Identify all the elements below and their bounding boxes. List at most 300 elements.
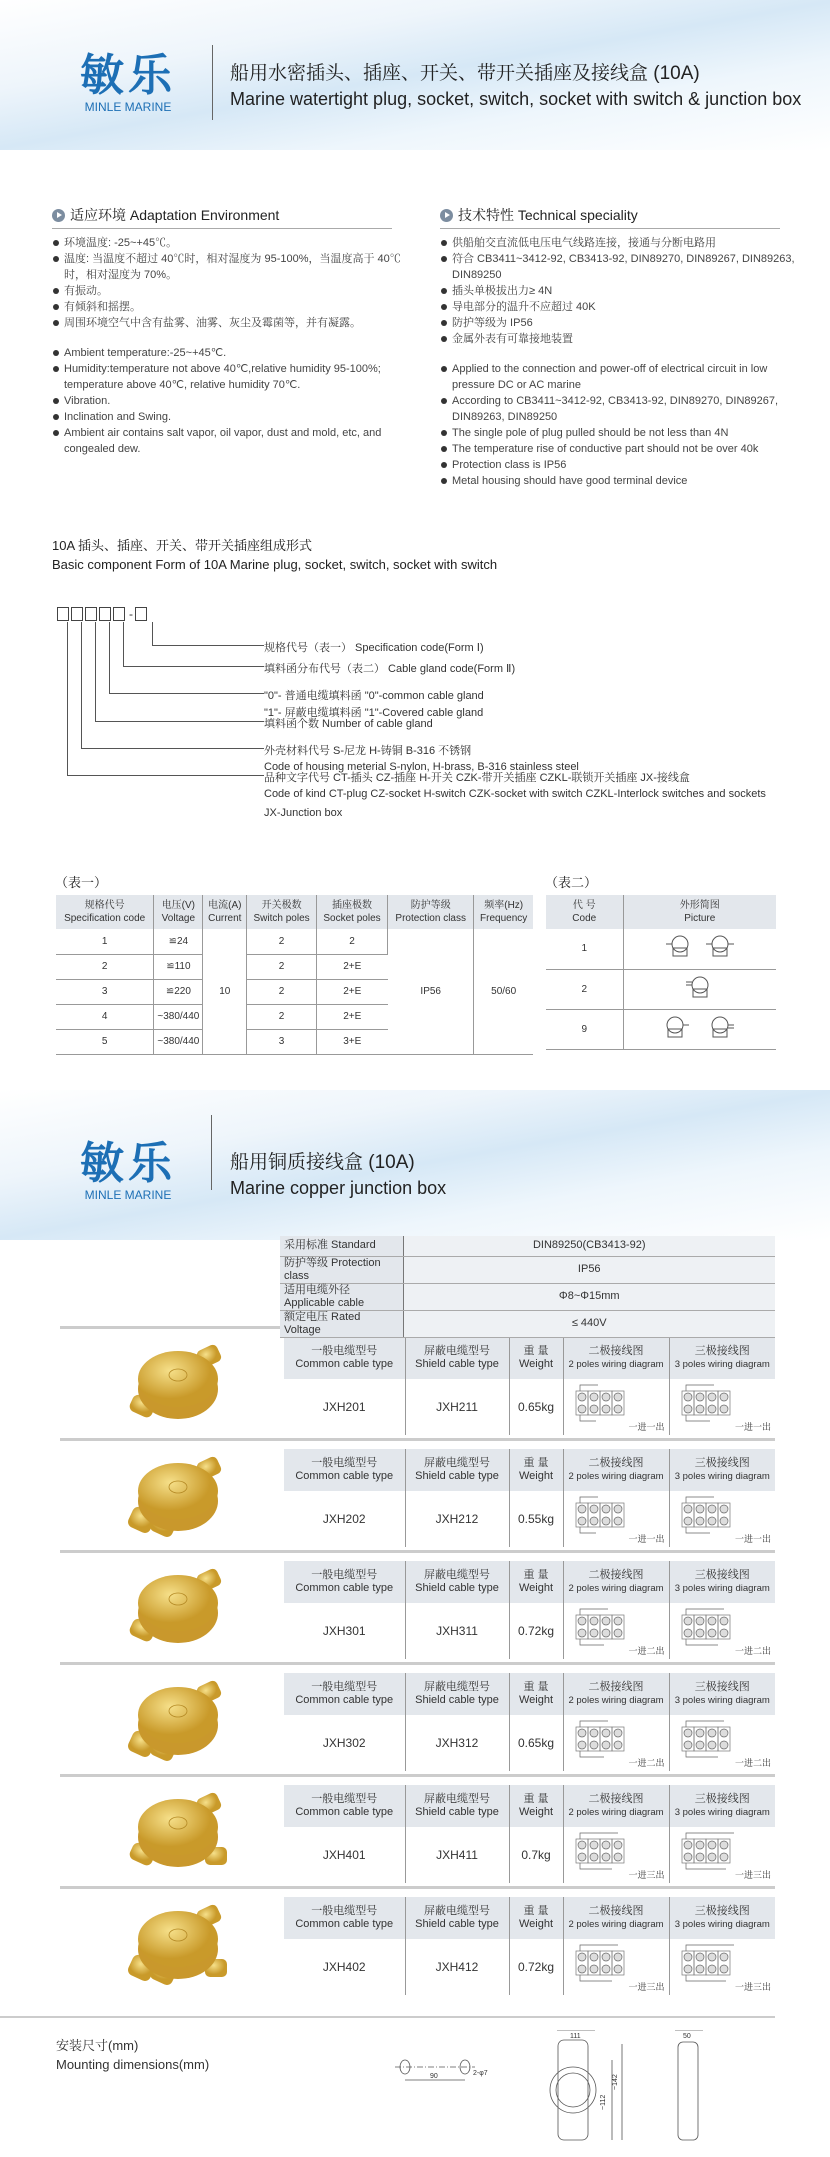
form-title [52,536,497,574]
header-cn: 一般电缆型号 [311,1793,378,1805]
wiring-diagram-icon [674,1495,744,1539]
column-header [509,1337,563,1379]
protection-cell: IP56 [388,929,474,1054]
header-cn: 一般电缆型号 [311,1345,378,1357]
header-cn: 三极接线图 [694,1905,750,1917]
wiring-caption: 一进一出 [734,1535,771,1545]
header-cn: 重 量 [523,1457,549,1469]
wiring-diagram-icon [568,1495,638,1539]
header-cn: 重 量 [523,1681,549,1693]
divider [212,45,213,120]
junction-box-row [60,1774,775,1886]
play-icon [440,209,453,222]
shield-cell: JXH311 [405,1603,509,1659]
code-box [71,607,83,621]
switch-poles-cell: 2 [247,954,317,979]
dim-height-inner: ~112 [600,2094,607,2110]
bullet-item: Applied to the connection and power-off of electrical circuit in low pressure DC or AC marine [440,361,800,393]
junction-box-image [110,1451,240,1546]
header-en: Shield cable type [415,1470,499,1482]
header-cn: 屏蔽电缆型号 [424,1457,490,1469]
weight-cell: 0.55kg [509,1491,563,1547]
wiring-diagram-icon [568,1607,638,1651]
table-row [280,1236,775,1256]
bullet-item: The single pole of plug pulled should be not less than 4N [440,425,800,441]
bullet-item: Humidity:temperature not above 40℃,relative humidity 95-100%; temperature above 40℃, relative humidity 70℃. [52,361,412,393]
picture-cell [623,1009,776,1049]
column-header [563,1897,669,1939]
leader-line [67,622,264,776]
header-en: Shield cable type [415,1358,499,1370]
two-pole-wiring-cell [563,1939,669,1995]
spec-label: 防护等级 Protection class [280,1256,403,1283]
box-front-lid [550,2067,596,2113]
wiring-diagram-icon [674,1719,744,1763]
weight-cell: 0.72kg [509,1603,563,1659]
wiring-diagram-icon [674,1943,744,1987]
table-row [280,1310,775,1337]
dim-width: 111 [570,2033,581,2040]
voltage-cell: ~380/440 [154,1004,203,1029]
table-row [284,1491,775,1547]
header-cn: 代 号 [572,900,596,911]
tech-section [440,205,800,489]
junction-box-table [284,1897,775,1995]
weight-cell: 0.7kg [509,1827,563,1883]
column-header [203,895,247,929]
common-cell: JXH301 [284,1603,405,1659]
env-heading-text: 适应环境 Adaptation Environment [70,207,280,223]
header-en: Frequency [480,913,528,924]
table-header-row [284,1785,775,1827]
column-header [509,1673,563,1715]
column-header [247,895,317,929]
header-cn: 二极接线图 [588,1793,644,1805]
junction-box-image [110,1675,240,1770]
code-box [57,607,69,621]
legend-common-gland: "0"- 普通电缆填料函 "0"-common cable gland [264,690,484,702]
logo-en: MINLE MARINE [84,100,172,114]
socket-poles-cell: 2 [316,929,387,954]
column-header [474,895,533,929]
header-cn: 三极接线图 [694,1793,750,1805]
bullet-item: 供船舶交直流低电压电气线路连接，接通与分断电路用 [440,235,800,251]
wiring-caption: 一进二出 [734,1759,771,1769]
bullet-item: Metal housing should have good terminal device [440,473,800,489]
switch-poles-cell: 2 [247,1004,317,1029]
legend-gland-code: 填料函分布代号（表二） Cable gland code(Form Ⅱ) [264,663,516,675]
header-cn: 防护等级 [410,900,451,911]
separator [0,2016,775,2018]
divider [211,1115,212,1190]
wiring-diagram-icon [568,1719,638,1763]
env-section [52,205,412,457]
header-en: 2 poles wiring diagram [568,1807,664,1818]
bullet-item: 环境温度: -25~+45℃。 [52,235,412,251]
common-cell: JXH402 [284,1939,405,1995]
header-en: 3 poles wiring diagram [674,1359,770,1370]
voltage-cell: ≌110 [154,954,203,979]
header-en: Code [572,913,597,924]
mounting-title-en: Mounting dimensions(mm) [56,2057,210,2072]
weight-cell: 0.72kg [509,1939,563,1995]
header-en: 2 poles wiring diagram [568,1359,664,1370]
socket-poles-cell: 3+E [316,1029,387,1054]
play-icon [52,209,65,222]
bullet-item: 插头单极拔出力≥ 4N [440,283,800,299]
spec-code-cell: 2 [56,954,154,979]
two-pole-wiring-cell [563,1491,669,1547]
code-box [85,607,97,621]
table-row [284,1715,775,1771]
env-list [52,235,412,457]
title-en: Marine watertight plug, socket, switch, socket with switch & junction box [230,89,802,109]
three-pole-wiring-cell [669,1603,775,1659]
shield-cell: JXH312 [405,1715,509,1771]
column-header [509,1897,563,1939]
wiring-caption: 一进一出 [734,1423,771,1433]
legend-spec-code: 规格代号（表一） Specification code(Form Ⅰ) [264,642,484,654]
column-header [563,1337,669,1379]
wiring-diagram-icon [568,1831,638,1875]
bullet-item: 有倾斜和摇摆。 [52,299,412,315]
logo [80,1140,176,1202]
junction-box-table [284,1449,775,1547]
header-en: Current [208,913,242,924]
spec-label: 额定电压 Rated Voltage [280,1310,403,1337]
table-header-row [546,895,776,929]
wiring-diagram-icon [568,1943,638,1987]
header-cn: 二极接线图 [588,1905,644,1917]
table-header-row [284,1449,775,1491]
dim-height-outer: ~142 [612,2074,619,2090]
table-header-row [284,1561,775,1603]
header-cn: 电压(V) [161,900,196,911]
header-cn: 三极接线图 [694,1457,750,1469]
header-en: Weight [518,1918,554,1930]
header-en: Socket poles [323,913,381,924]
header-en: Weight [518,1358,554,1370]
header-cn: 频率(Hz) [484,900,524,911]
logo-cn: 敏乐 [80,1138,176,1189]
header-cn: 规格代号 [84,900,125,911]
column-header [405,1449,509,1491]
column-header [405,1561,509,1603]
header-cn: 二极接线图 [588,1345,644,1357]
table-row [284,1939,775,1995]
bullet-item: 周围环境空气中含有盐雾、油雾、灰尘及霉菌等，并有凝露。 [52,315,412,331]
header-en: Weight [518,1582,554,1594]
bullet-item: Vibration. [52,393,412,409]
socket-poles-cell: 2+E [316,1004,387,1029]
header-en: Common cable type [295,1806,394,1818]
bullet-item: 温度: 当温度不超过 40℃时，相对湿度为 95-100%，当温度高于 40℃时，相对湿度为 70%。 [52,251,412,283]
junction-box-row [60,1886,775,1998]
column-header [284,1337,405,1379]
header-en: 3 poles wiring diagram [674,1471,770,1482]
three-pole-wiring-cell [669,1379,775,1435]
spec-value: DIN89250(CB3413-92) [403,1236,775,1256]
header-en: Picture [684,913,716,924]
bullet-item: The temperature rise of conductive part should not be over 40k [440,441,800,457]
column-header [509,1561,563,1603]
column-header [405,1337,509,1379]
column-header [56,895,154,929]
voltage-cell: ~380/440 [154,1029,203,1054]
header-en: Shield cable type [415,1582,499,1594]
header-cn: 三极接线图 [694,1569,750,1581]
spec-table [56,895,533,1055]
wiring-caption: 一进三出 [734,1983,771,1993]
voltage-cell: ≌220 [154,979,203,1004]
header-en: Shield cable type [415,1918,499,1930]
header-en: Weight [518,1470,554,1482]
spec-label: 适用电缆外径 Applicable cable [280,1283,403,1310]
common-cell: JXH201 [284,1379,405,1435]
tech-list [440,235,800,489]
legend-junction: JX-Junction box [264,807,343,819]
switch-poles-cell: 3 [247,1029,317,1054]
header-cn: 三极接线图 [694,1345,750,1357]
mounting-drawing [395,2030,725,2155]
wiring-diagram-icon [674,1383,744,1427]
three-pole-wiring-cell [669,1491,775,1547]
header-cn: 屏蔽电缆型号 [424,1905,490,1917]
code-cell: 2 [546,969,623,1009]
switch-poles-cell: 2 [247,979,317,1004]
code-box [135,607,147,621]
header-cn: 屏蔽电缆型号 [424,1681,490,1693]
code-cell: 9 [546,1009,623,1049]
header-en: 2 poles wiring diagram [568,1695,664,1706]
wiring-caption: 一进三出 [628,1983,665,1993]
wiring-diagram-icon [568,1383,638,1427]
weight-cell: 0.65kg [509,1379,563,1435]
column-header [316,895,387,929]
mounting-title [56,2035,209,2072]
tech-heading [440,205,780,229]
common-cell: JXH302 [284,1715,405,1771]
two-pole-wiring-cell [563,1715,669,1771]
bullet-item: 导电部分的温升不应超过 40K [440,299,800,315]
bullet-item: Protection class is IP56 [440,457,800,473]
column-header [284,1673,405,1715]
code-box [113,607,125,621]
header-cn: 电流(A) [208,900,242,911]
wiring-caption: 一进二出 [628,1759,665,1769]
weight-cell: 0.65kg [509,1715,563,1771]
picture-cell [623,969,776,1009]
wiring-caption: 一进三出 [628,1871,665,1881]
box-front-lid-inner [556,2073,590,2107]
code-diagram [57,607,766,827]
column-header [563,1561,669,1603]
gland-table [546,895,776,1050]
bullet-item: 有振动。 [52,283,412,299]
header-en: Switch poles [253,913,310,924]
junction-box-row [60,1438,775,1550]
table-row [284,1603,775,1659]
two-pole-wiring-cell [563,1603,669,1659]
bullet-item: Ambient temperature:-25~+45℃. [52,345,412,361]
common-cell: JXH401 [284,1827,405,1883]
table-header-row [284,1337,775,1379]
socket-poles-cell: 2+E [316,979,387,1004]
gland-layout-icon [625,1016,775,1040]
header-en: Weight [518,1806,554,1818]
header-cn: 屏蔽电缆型号 [424,1345,490,1357]
column-header [669,1337,775,1379]
bullet-item: 金属外表有可靠接地装置 [440,331,800,347]
wiring-caption: 一进二出 [628,1647,665,1657]
picture-cell [623,929,776,969]
spec-code-cell: 4 [56,1004,154,1029]
wiring-diagram-icon [674,1607,744,1651]
column-header [623,895,776,929]
title-cn: 船用水密插头、插座、开关、带开关插座及接线盒 (10A) [230,63,700,84]
header-cn: 重 量 [523,1905,549,1917]
header-cn: 一般电缆型号 [311,1569,378,1581]
junction-box-image [110,1899,240,1994]
table-row [280,1256,775,1283]
code-cell: 1 [546,929,623,969]
wiring-caption: 一进三出 [734,1871,771,1881]
bullet-item: Ambient air contains salt vapor, oil vapor, dust and mold, etc, and congealed dew. [52,425,412,457]
junction-box-row [60,1326,775,1438]
header-en: Shield cable type [415,1806,499,1818]
form-title-cn: 10A 插头、插座、开关、带开关插座组成形式 [52,538,313,553]
table-header-row [284,1897,775,1939]
legend-housing-en: Code of housing meterial S-nylon, H-brass, B-316 stainless steel [264,761,579,773]
shield-cell: JXH411 [405,1827,509,1883]
header-cn: 二极接线图 [588,1569,644,1581]
common-cell: JXH202 [284,1491,405,1547]
column-header [405,1897,509,1939]
column-header [669,1897,775,1939]
header-en: 3 poles wiring diagram [674,1919,770,1930]
dim-hole-spacing: 90 [430,2073,438,2080]
column-header [509,1785,563,1827]
header-cn: 开关极数 [261,900,302,911]
table-row [546,929,776,969]
spec-label: 采用标准 Standard [280,1236,403,1256]
box-front-body [558,2040,588,2140]
column-header [388,895,474,929]
column-header [563,1449,669,1491]
box-side-body [678,2042,698,2140]
spec-code-cell: 5 [56,1029,154,1054]
header-en: 3 poles wiring diagram [674,1695,770,1706]
table-header-row [284,1673,775,1715]
header-cn: 重 量 [523,1345,549,1357]
header-en: Protection class [395,913,466,924]
form-title-en: Basic component Form of 10A Marine plug, socket, switch, socket with switch [52,557,498,572]
logo-cn: 敏乐 [80,50,176,101]
table-row [280,1283,775,1310]
header-cn: 外形简图 [679,900,720,911]
legend-housing-cn: 外壳材料代号 S-尼龙 H-铸铜 B-316 不锈钢 [264,745,472,757]
header-en: 2 poles wiring diagram [568,1583,664,1594]
page-title [230,58,801,110]
header-cn: 屏蔽电缆型号 [424,1569,490,1581]
table1-caption: （表一） [55,875,108,890]
column-header [669,1673,775,1715]
junction-box-image [110,1339,240,1434]
spec-value: ≤ 440V [403,1310,775,1337]
header-cn: 二极接线图 [588,1681,644,1693]
header-cn: 一般电缆型号 [311,1905,378,1917]
junction-box-table [284,1673,775,1771]
column-header [509,1449,563,1491]
spec-code-cell: 3 [56,979,154,1004]
page-title-2 [230,1147,446,1199]
legend-kind-cn: 品种文字代号 CT-插头 CZ-插座 H-开关 CZK-带开关插座 CZKL-联锁开关插座 JX-接线盒 [264,772,690,784]
bullet-item: According to CB3411~3412-92, CB3413-92, DIN89270, DIN89267, DIN89263, DIN89250 [440,393,800,425]
dim-holes: 2-φ7 [473,2070,488,2077]
junction-box-row [60,1550,775,1662]
column-header [284,1785,405,1827]
logo-en: MINLE MARINE [84,1188,172,1202]
dim-depth: 50 [683,2033,691,2040]
frequency-cell: 50/60 [474,929,533,1054]
table-row [56,929,533,954]
legend-kind-en: Code of kind CT-plug CZ-socket H-switch CZK-socket with switch CZKL-Interlock switches and sockets [264,788,766,800]
column-header [546,895,623,929]
header-en: Specification code [64,913,146,924]
table-row [284,1379,775,1435]
three-pole-wiring-cell [669,1939,775,1995]
two-pole-wiring-cell [563,1827,669,1883]
two-pole-wiring-cell [563,1379,669,1435]
shield-cell: JXH212 [405,1491,509,1547]
junction-box-table [284,1561,775,1659]
column-header [284,1561,405,1603]
table2-caption: （表二） [545,875,598,890]
tech-heading-text: 技术特性 Technical speciality [458,207,638,223]
shield-cell: JXH412 [405,1939,509,1995]
code-box [99,607,111,621]
wiring-caption: 一进二出 [734,1647,771,1657]
wiring-caption: 一进一出 [628,1535,665,1545]
column-header [405,1785,509,1827]
header-cn: 一般电缆型号 [311,1681,378,1693]
column-header [669,1449,775,1491]
column-header [669,1785,775,1827]
code-dash: - [129,607,133,621]
header-en: Common cable type [295,1694,394,1706]
junction-box-row [60,1662,775,1774]
gland-layout-icon [625,976,775,1000]
column-header [669,1561,775,1603]
standard-table [280,1236,775,1338]
three-pole-wiring-cell [669,1715,775,1771]
header-en: Weight [518,1694,554,1706]
table-row [546,969,776,1009]
header-cn: 三极接线图 [694,1681,750,1693]
junction-box-image [110,1563,240,1658]
header-en: 2 poles wiring diagram [568,1471,664,1482]
header-en: 3 poles wiring diagram [674,1583,770,1594]
spec-value: Φ8~Φ15mm [403,1283,775,1310]
env-heading [52,205,392,229]
header-en: Shield cable type [415,1694,499,1706]
header-cn: 二极接线图 [588,1457,644,1469]
table-header-row [56,895,533,929]
socket-poles-cell: 2+E [316,954,387,979]
table-row [546,1009,776,1049]
column-header [563,1785,669,1827]
title-cn: 船用铜质接线盒 (10A) [230,1152,415,1173]
